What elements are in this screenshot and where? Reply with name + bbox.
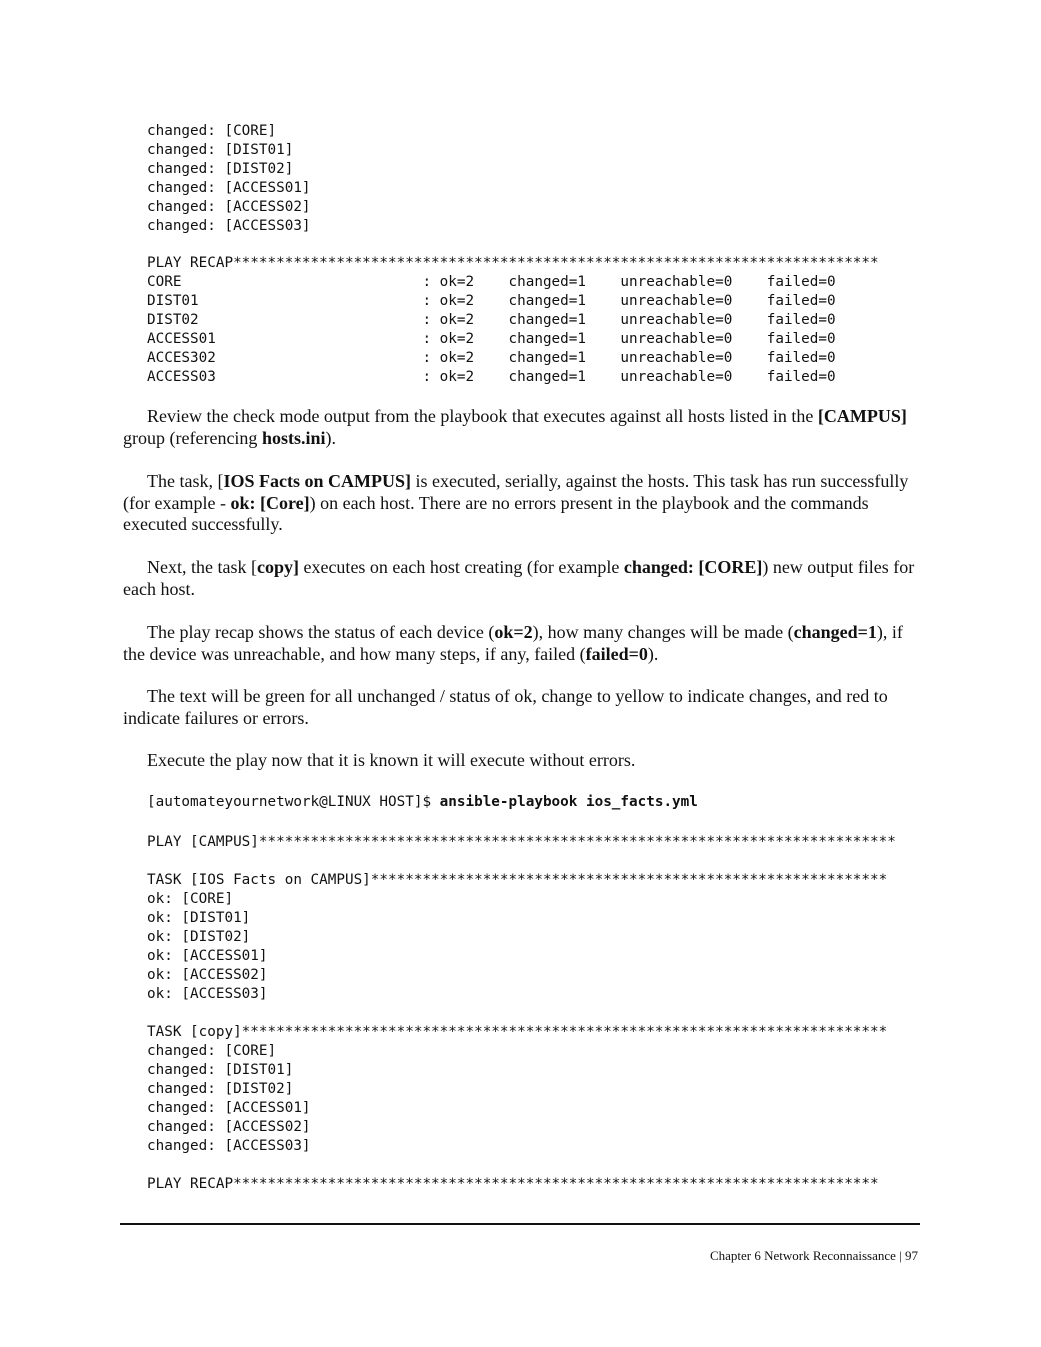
paragraph-colors: The text will be green for all unchanged / status of ok, change to yellow to indicate changes, and red to indicate failures or errors. [123, 686, 888, 728]
paragraph-task-copy: Next, the task [copy] executes on each host creating (for example changed: [CORE]) new output files for each host. [123, 557, 915, 599]
paragraph-play-recap: The play recap shows the status of each device (ok=2), how many changes will be made (changed=1), if the device was unreachable, and how many steps, if any, failed (failed=0). [123, 622, 903, 664]
code-task-copy: TASK [copy]*************************************************************************** changed: [CORE] changed: [DIST01] changed: [DIST02] changed: [ACCESS01] changed: [ACCESS02] changed: [ACCESS03] [147, 1024, 888, 1154]
code-play-recap-2: PLAY RECAP*************************************************************************** [147, 1176, 879, 1192]
page-footer: Chapter 6 Network Reconnaissance | 97 [709, 1248, 918, 1263]
paragraph-execute: Execute the play now that it is known it will execute without errors. [147, 750, 636, 770]
command-text: ansible-playbook ios_facts.yml [439, 794, 698, 810]
code-task-ios-facts: TASK [IOS Facts on CAMPUS]************************************************************ ok: [CORE] ok: [DIST01] ok: [DIST02] ok: [ACCESS01] ok: [ACCESS02] ok: [ACCESS03] [147, 872, 888, 1002]
code-changed-list: changed: [CORE] changed: [DIST01] changed: [DIST02] changed: [ACCESS01] changed: [ACCESS02] changed: [ACCESS03] [147, 123, 311, 234]
shell-prompt: [automateyournetwork@LINUX HOST]$ [147, 794, 440, 810]
paragraph-task-ios-facts: The task, [IOS Facts on CAMPUS] is executed, serially, against the hosts. This task has run successfully (for example - ok: [Core]) on each host. There are no errors present in the playbook and the commands executed successfully. [123, 471, 909, 534]
paragraph-review: Review the check mode output from the playbook that executes against all hosts listed in the [CAMPUS] group (referencing hosts.ini). [123, 406, 907, 448]
footer-divider [120, 1223, 920, 1225]
code-play-header: PLAY [CAMPUS]************************************************************************** [147, 834, 896, 850]
command-line [147, 793, 698, 812]
code-play-recap: PLAY RECAP*************************************************************************** CORE : ok=2 changed=1 unreachable=0 failed=0 DIST01 : ok=2 changed=1 unreachable=0 failed=0 DIST02 : ok=2 changed=1 unreachable=0 failed=0 ACCESS01 : ok=2 changed=1 unreachable=0 failed=0 ACCES302 : ok=2 changed=1 unreachable=0 failed=0 ACCESS03 : ok=2 changed=1 unreachable=0 failed=0 [147, 255, 879, 385]
